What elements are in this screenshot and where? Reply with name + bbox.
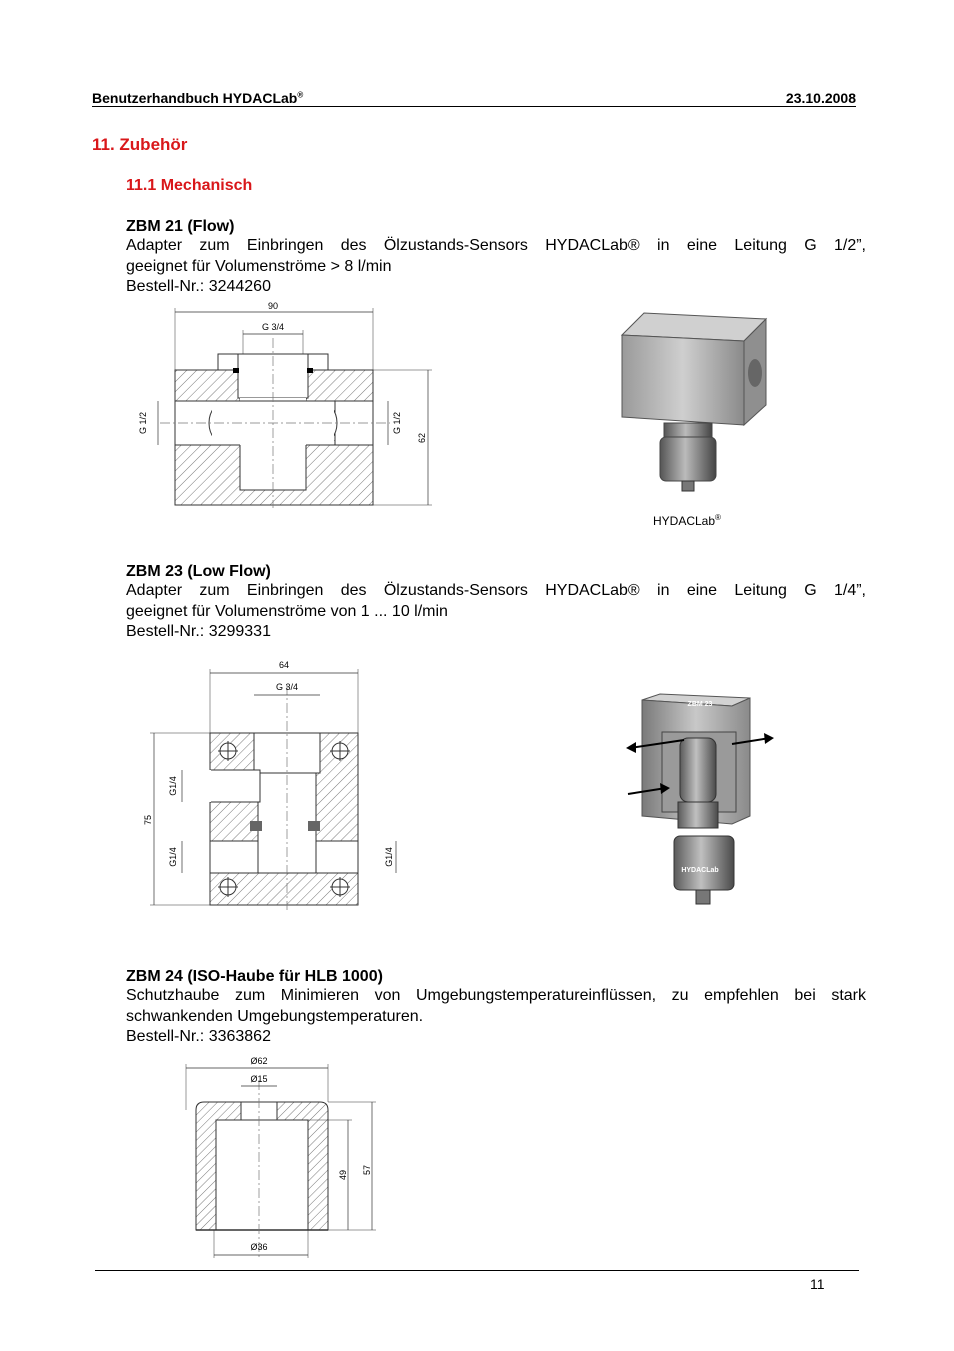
product-zbm24 [126, 968, 866, 1048]
dim-height-label: 62 [417, 432, 427, 444]
product-zbm23 [126, 563, 866, 643]
dim-h2-label: 57 [362, 1164, 372, 1176]
dim-left-label: G 1/2 [138, 411, 148, 435]
dim-left-upper-label: G1/4 [168, 776, 178, 796]
product-order-number: Bestell-Nr.: 3299331 [126, 623, 271, 640]
photo-label: ZBM 23 [687, 701, 713, 708]
zbm23-product-photo [622, 690, 782, 915]
dim-thread-top-label: G 3/4 [261, 322, 285, 332]
product-title: ZBM 24 (ISO-Haube für HLB 1000) [126, 968, 383, 985]
product-description-line2: schwankenden Umgebungstemperaturen. [126, 1007, 424, 1025]
product-description-line1: Adapter zum Einbringen des Ölzustands-Sensors HYDACLab® in eine Leitung G 1/2”, [126, 237, 866, 254]
dim-right-label: G 1/2 [392, 411, 402, 435]
zbm23-technical-drawing [140, 655, 410, 915]
footer-rule [95, 1270, 859, 1271]
section-subheading: 11.1 Mechanisch [126, 177, 253, 194]
product-order-number: Bestell-Nr.: 3363862 [126, 1028, 271, 1045]
zbm21-technical-drawing [130, 298, 440, 513]
dim-height-label: 75 [143, 814, 153, 826]
dim-top-label: Ø15 [250, 1074, 268, 1084]
header-title: Benutzerhandbuch HYDACLab® [92, 90, 304, 106]
dim-thread-top-label: G 3/4 [275, 682, 299, 692]
photo-brand: HYDACLab [681, 867, 719, 874]
dim-outer-label: Ø62 [250, 1056, 268, 1066]
zbm24-technical-drawing [176, 1050, 386, 1266]
header-date: 23.10.2008 [785, 90, 856, 106]
dim-width-label: 90 [267, 301, 279, 311]
section-heading: 11. Zubehör [92, 135, 188, 154]
dim-right-label: G1/4 [384, 847, 394, 867]
product-description-line2: geeignet für Volumenströme von 1 ... 10 l/min [126, 602, 448, 620]
product-order-number: Bestell-Nr.: 3244260 [126, 278, 271, 295]
dim-left-lower-label: G1/4 [168, 847, 178, 867]
page-number: 11 [810, 1276, 825, 1292]
header-rule [92, 106, 856, 107]
photo-caption: HYDACLab® [653, 513, 721, 528]
product-description-line2: geeignet für Volumenströme > 8 l/min [126, 257, 392, 275]
dim-inner-label: Ø36 [250, 1242, 268, 1252]
zbm21-product-photo [612, 305, 782, 505]
dim-h1-label: 49 [338, 1169, 348, 1181]
product-title: ZBM 23 (Low Flow) [126, 563, 271, 580]
product-description-line1: Schutzhaube zum Minimieren von Umgebungstemperatureinflüssen, zu empfehlen bei stark [126, 987, 866, 1004]
product-title: ZBM 21 (Flow) [126, 218, 235, 235]
dim-width-label: 64 [278, 660, 290, 670]
product-zbm21 [126, 218, 866, 298]
product-description-line1: Adapter zum Einbringen des Ölzustands-Sensors HYDACLab® in eine Leitung G 1/4”, [126, 582, 866, 599]
